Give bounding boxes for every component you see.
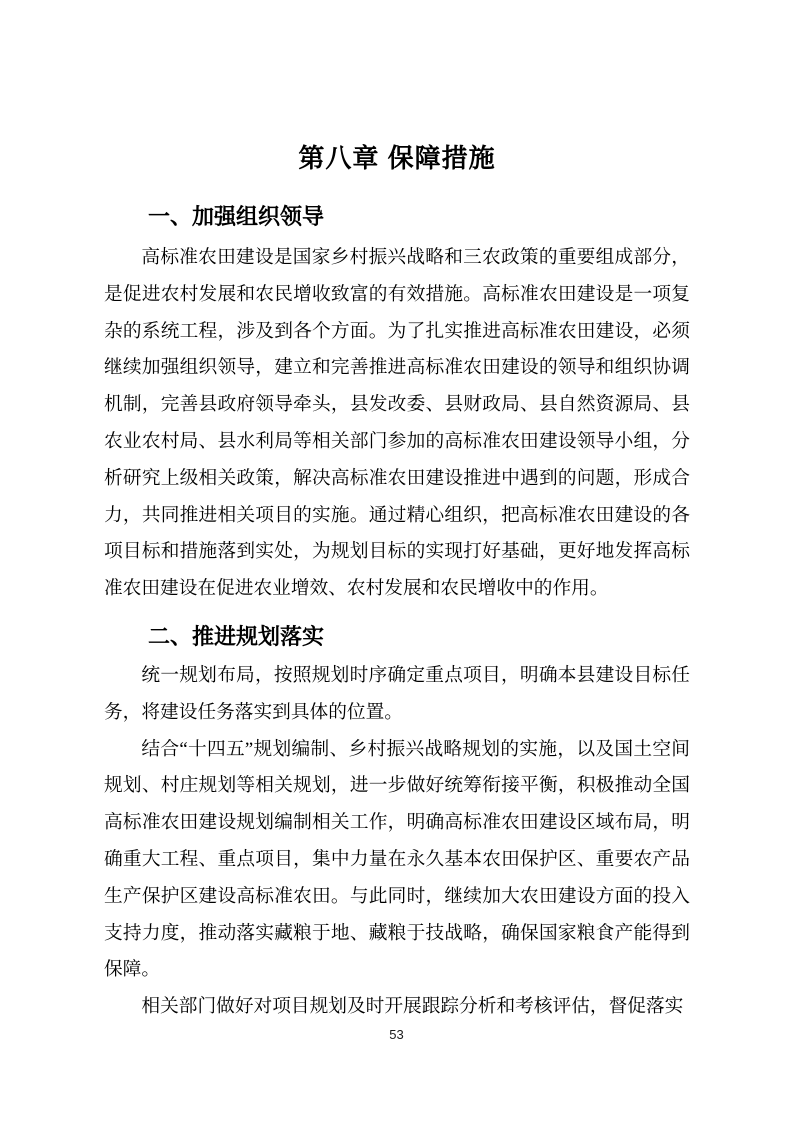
section-plan-implementation (104, 622, 690, 1026)
page-number: 53 (389, 1027, 404, 1042)
section-2-paragraph-1: 统一规划布局，按照规划时序确定重点项目，明确本县建设目标任务，将建设任务落实到具体的位置。 (104, 664, 690, 723)
section-organization-leadership (104, 202, 690, 608)
section-1-paragraph: 高标准农田建设是国家乡村振兴战略和三农政策的重要组成部分，是促进农村发展和农民增收致富的有效措施。高标准农田建设是一项复杂的系统工程，涉及到各个方面。为了扎实推进高标准农田建设，必须继续加强组织领导，建立和完善推进高标准农田建设的领导和组织协调机制，完善县政府领导牵头，县发改委、县财政局、县自然资源局、县农业农村局、县水利局等相关部门参加的高标准农田建设领导小组，分析研究上级相关政策，解决高标准农田建设推进中遇到的问题，形成合力，共同推进相关项目的实施。通过精心组织，把高标准农田建设的各项目标和措施落到实处，为规划目标的实现打好基础，更好地发挥高标准农田建设在促进农业增效、农村发展和农民增收中的作用。 (104, 247, 690, 600)
section-2-paragraph-3: 相关部门做好对项目规划及时开展跟踪分析和考核评估，督促落实 (141, 996, 684, 1018)
chapter-title: 第八章 保障措施 (298, 143, 496, 173)
section-2-heading: 二、推进规划落实 (148, 623, 325, 649)
section-1-heading: 一、加强组织领导 (148, 204, 325, 229)
section-2-paragraph-2: 结合“十四五”规划编制、乡村振兴战略规划的实施，以及国土空间规划、村庄规划等相关规划，进一步做好统筹衔接平衡，积极推动全国高标准农田建设规划编制相关工作，明确高标准农田建设区域布局，明确重大工程、重点项目，集中力量在永久基本农田保护区、重要农产品生产保护区建设高标准农田。与此同时，继续加大农田建设方面的投入支持力度，推动落实藏粮于地、藏粮于技战略，确保国家粮食产能得到保障。 (104, 738, 690, 981)
page-content (104, 138, 690, 1026)
